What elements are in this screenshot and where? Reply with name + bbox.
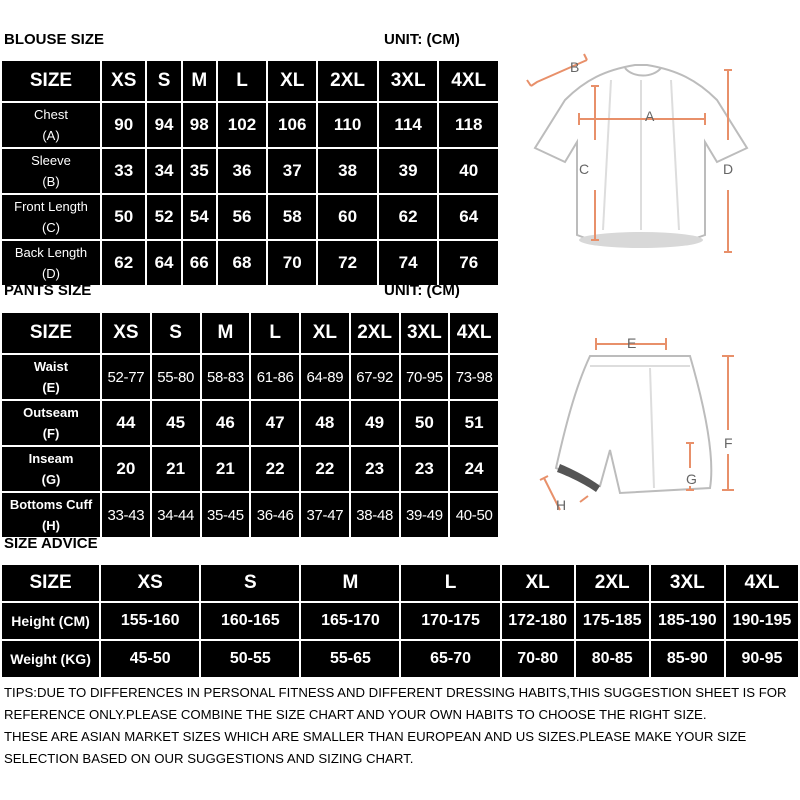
shorts-diagram xyxy=(530,318,790,528)
value-cell: 64 xyxy=(439,195,498,239)
blouse-size-table xyxy=(0,59,500,287)
value-cell: 22 xyxy=(301,447,349,491)
value-cell: 60 xyxy=(318,195,377,239)
pants-unit-label: UNIT: (CM) xyxy=(384,282,460,299)
value-cell: 94 xyxy=(147,103,180,147)
value-cell: 73-98 xyxy=(450,355,498,399)
header-cell: 3XL xyxy=(379,61,438,101)
value-cell: 40 xyxy=(439,149,498,193)
header-cell: M xyxy=(301,565,399,601)
value-cell: 65-70 xyxy=(401,641,499,677)
header-cell: XL xyxy=(268,61,316,101)
table-row xyxy=(2,401,498,445)
value-cell: 66 xyxy=(183,241,216,285)
table-row xyxy=(2,241,498,285)
value-cell: 185-190 xyxy=(651,603,724,639)
header-cell: 4XL xyxy=(439,61,498,101)
value-cell: 38-48 xyxy=(351,493,399,537)
row-label-code: (E) xyxy=(42,380,60,395)
tips-line: SELECTION BASED ON OUR SUGGESTIONS AND SIZING CHART. xyxy=(4,751,414,766)
label-g: G xyxy=(686,471,697,487)
table-row xyxy=(2,355,498,399)
header-cell: 2XL xyxy=(318,61,377,101)
row-label-code: (H) xyxy=(41,518,61,533)
row-label-code: (F) xyxy=(42,426,60,441)
value-cell: 175-185 xyxy=(576,603,649,639)
value-cell: 22 xyxy=(251,447,299,491)
value-cell: 190-195 xyxy=(726,603,798,639)
row-label-name: Sleeve xyxy=(31,153,71,168)
header-cell: M xyxy=(183,61,216,101)
value-cell: 118 xyxy=(439,103,498,147)
value-cell: 76 xyxy=(439,241,498,285)
value-cell: 55-80 xyxy=(152,355,200,399)
value-cell: 70 xyxy=(268,241,316,285)
header-cell: XS xyxy=(101,565,199,601)
row-label-code: (C) xyxy=(41,220,61,235)
value-cell: 68 xyxy=(218,241,266,285)
row-label-code: (D) xyxy=(41,266,61,281)
blouse-unit-label: UNIT: (CM) xyxy=(384,31,460,48)
header-cell: 4XL xyxy=(726,565,798,601)
table-header-row xyxy=(2,313,498,353)
value-cell: 45-50 xyxy=(101,641,199,677)
value-cell: 50 xyxy=(401,401,449,445)
tips-line: THESE ARE ASIAN MARKET SIZES WHICH ARE SMALLER THAN EUROPEAN AND US SIZES.PLEASE MAKE YOUR SIZE xyxy=(4,729,747,744)
value-cell: 58 xyxy=(268,195,316,239)
label-e: E xyxy=(627,335,637,351)
value-cell: 47 xyxy=(251,401,299,445)
tips-line: TIPS:DUE TO DIFFERENCES IN PERSONAL FITNESS AND DIFFERENT DRESSING HABITS,THIS SUGGESTION SHEET IS FOR xyxy=(4,685,787,700)
label-c: C xyxy=(579,161,590,177)
table-header-row xyxy=(2,565,798,601)
header-cell: 3XL xyxy=(401,313,449,353)
value-cell: 70-95 xyxy=(401,355,449,399)
row-label: Weight (KG) xyxy=(2,641,99,677)
value-cell: 114 xyxy=(379,103,438,147)
value-cell: 23 xyxy=(401,447,449,491)
jersey-diagram xyxy=(515,40,785,260)
value-cell: 36-46 xyxy=(251,493,299,537)
value-cell: 39 xyxy=(379,149,438,193)
jersey-outline xyxy=(535,65,747,246)
header-cell: SIZE xyxy=(2,313,100,353)
value-cell: 90-95 xyxy=(726,641,798,677)
header-cell: 4XL xyxy=(450,313,498,353)
value-cell: 165-170 xyxy=(301,603,399,639)
header-cell: S xyxy=(147,61,180,101)
value-cell: 34-44 xyxy=(152,493,200,537)
value-cell: 34 xyxy=(147,149,180,193)
row-label-code: (B) xyxy=(42,174,60,189)
value-cell: 170-175 xyxy=(401,603,499,639)
header-cell: XS xyxy=(102,61,145,101)
value-cell: 39-49 xyxy=(401,493,449,537)
value-cell: 90 xyxy=(102,103,145,147)
value-cell: 80-85 xyxy=(576,641,649,677)
row-label-code: (G) xyxy=(41,472,61,487)
header-cell: L xyxy=(218,61,266,101)
table-row xyxy=(2,195,498,239)
value-cell: 74 xyxy=(379,241,438,285)
value-cell: 33-43 xyxy=(102,493,150,537)
header-cell: 2XL xyxy=(351,313,399,353)
value-cell: 21 xyxy=(152,447,200,491)
header-cell: 3XL xyxy=(651,565,724,601)
header-cell: L xyxy=(401,565,499,601)
value-cell: 44 xyxy=(102,401,150,445)
blouse-size-title: BLOUSE SIZE xyxy=(4,31,105,48)
header-cell: S xyxy=(152,313,200,353)
value-cell: 38 xyxy=(318,149,377,193)
value-cell: 36 xyxy=(218,149,266,193)
pants-size-title: PANTS SIZE xyxy=(4,282,92,299)
row-label-name: Waist xyxy=(33,359,69,374)
value-cell: 52 xyxy=(147,195,180,239)
value-cell: 54 xyxy=(183,195,216,239)
table-row xyxy=(2,447,498,491)
row-label xyxy=(2,493,100,537)
value-cell: 62 xyxy=(102,241,145,285)
value-cell: 56 xyxy=(218,195,266,239)
value-cell: 21 xyxy=(202,447,250,491)
value-cell: 64 xyxy=(147,241,180,285)
value-cell: 70-80 xyxy=(502,641,574,677)
header-cell: XL xyxy=(502,565,574,601)
table-row xyxy=(2,149,498,193)
table-row xyxy=(2,603,798,639)
header-cell: S xyxy=(201,565,299,601)
value-cell: 24 xyxy=(450,447,498,491)
value-cell: 98 xyxy=(183,103,216,147)
value-cell: 85-90 xyxy=(651,641,724,677)
row-label-name: Bottoms Cuff xyxy=(9,497,93,512)
value-cell: 33 xyxy=(102,149,145,193)
value-cell: 51 xyxy=(450,401,498,445)
row-label-code: (A) xyxy=(42,128,60,143)
header-cell: M xyxy=(202,313,250,353)
value-cell: 102 xyxy=(218,103,266,147)
size-advice-title: SIZE ADVICE xyxy=(4,535,98,552)
row-label-name: Inseam xyxy=(28,451,74,466)
value-cell: 106 xyxy=(268,103,316,147)
value-cell: 48 xyxy=(301,401,349,445)
value-cell: 35 xyxy=(183,149,216,193)
row-label-name: Front Length xyxy=(14,199,88,214)
header-cell: XL xyxy=(301,313,349,353)
tips-text xyxy=(4,682,796,770)
value-cell: 50-55 xyxy=(201,641,299,677)
value-cell: 52-77 xyxy=(102,355,150,399)
value-cell: 50 xyxy=(102,195,145,239)
header-cell: SIZE xyxy=(2,565,99,601)
row-label xyxy=(2,355,100,399)
value-cell: 35-45 xyxy=(202,493,250,537)
row-label xyxy=(2,241,100,285)
table-row xyxy=(2,493,498,537)
value-cell: 37 xyxy=(268,149,316,193)
label-d: D xyxy=(723,161,734,177)
header-cell: SIZE xyxy=(2,61,100,101)
tips-line: REFERENCE ONLY.PLEASE COMBINE THE SIZE CHART AND YOUR OWN HABITS TO CHOOSE THE RIGHT SIZE. xyxy=(4,707,707,722)
value-cell: 155-160 xyxy=(101,603,199,639)
value-cell: 61-86 xyxy=(251,355,299,399)
value-cell: 110 xyxy=(318,103,377,147)
value-cell: 67-92 xyxy=(351,355,399,399)
value-cell: 20 xyxy=(102,447,150,491)
row-label xyxy=(2,195,100,239)
label-b: B xyxy=(570,59,580,75)
value-cell: 58-83 xyxy=(202,355,250,399)
pants-size-table xyxy=(0,311,500,539)
row-label xyxy=(2,149,100,193)
value-cell: 46 xyxy=(202,401,250,445)
value-cell: 45 xyxy=(152,401,200,445)
label-h: H xyxy=(556,497,567,513)
row-label-name: Chest xyxy=(34,107,68,122)
row-label-name: Back Length xyxy=(14,245,88,260)
label-f: F xyxy=(724,435,733,451)
header-cell: 2XL xyxy=(576,565,649,601)
header-cell: L xyxy=(251,313,299,353)
row-label xyxy=(2,447,100,491)
value-cell: 62 xyxy=(379,195,438,239)
value-cell: 172-180 xyxy=(502,603,574,639)
table-row xyxy=(2,641,798,677)
table-header-row xyxy=(2,61,498,101)
table-row xyxy=(2,103,498,147)
value-cell: 64-89 xyxy=(301,355,349,399)
row-label xyxy=(2,401,100,445)
value-cell: 160-165 xyxy=(201,603,299,639)
value-cell: 37-47 xyxy=(301,493,349,537)
value-cell: 49 xyxy=(351,401,399,445)
row-label: Height (CM) xyxy=(2,603,99,639)
size-advice-table xyxy=(0,563,800,679)
row-label xyxy=(2,103,100,147)
value-cell: 55-65 xyxy=(301,641,399,677)
header-cell: XS xyxy=(102,313,150,353)
value-cell: 40-50 xyxy=(450,493,498,537)
label-a: A xyxy=(645,108,655,124)
value-cell: 23 xyxy=(351,447,399,491)
row-label-name: Outseam xyxy=(23,405,79,420)
value-cell: 72 xyxy=(318,241,377,285)
